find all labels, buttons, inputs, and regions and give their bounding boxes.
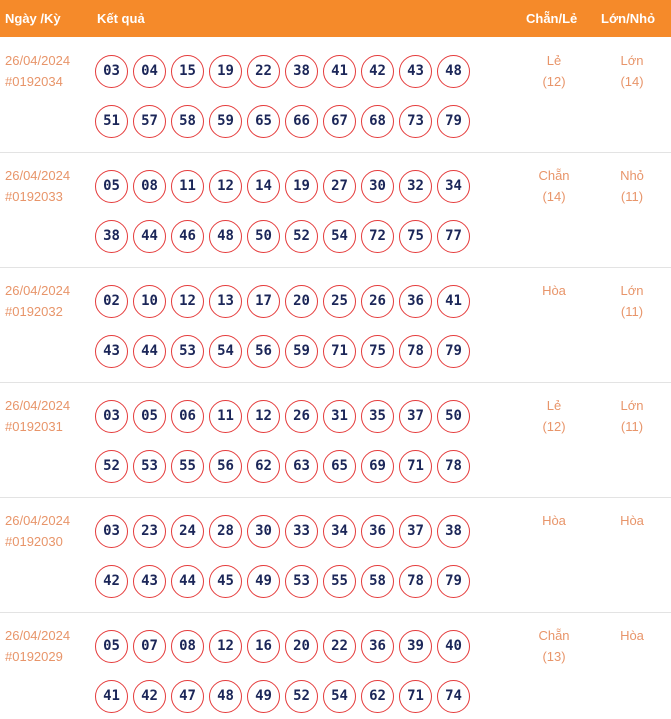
number-ball: 73 <box>399 105 432 138</box>
draw-date-cell <box>5 510 70 552</box>
number-ball: 65 <box>247 105 280 138</box>
number-ball: 08 <box>171 630 204 663</box>
lon-nho-cell-value: Nhỏ <box>620 168 644 183</box>
number-ball: 55 <box>171 450 204 483</box>
chan-le-cell <box>524 625 584 667</box>
draw-date: 26/04/2024 <box>5 168 71 183</box>
number-ball: 11 <box>209 400 242 433</box>
number-ball: 75 <box>399 220 432 253</box>
number-ball: 49 <box>247 680 280 713</box>
number-ball: 37 <box>399 400 432 433</box>
number-ball: 56 <box>247 335 280 368</box>
number-ball: 02 <box>95 285 128 318</box>
lon-nho-cell-value: Hòa <box>620 628 644 643</box>
chan-le-cell-value: Hòa <box>542 513 566 528</box>
number-ball: 25 <box>323 285 356 318</box>
lon-nho-cell-value: Lớn <box>620 53 644 68</box>
number-ball: 37 <box>399 515 432 548</box>
number-ball: 71 <box>399 680 432 713</box>
number-ball: 34 <box>323 515 356 548</box>
number-ball: 07 <box>133 630 166 663</box>
number-ball: 20 <box>285 630 318 663</box>
table-row <box>0 153 671 268</box>
number-ball: 26 <box>285 400 318 433</box>
table-row <box>0 498 671 613</box>
number-ball: 16 <box>247 630 280 663</box>
number-ball: 67 <box>323 105 356 138</box>
number-ball: 32 <box>399 170 432 203</box>
draw-date-cell <box>5 165 70 207</box>
number-ball: 15 <box>171 55 204 88</box>
chan-le-cell-count: (14) <box>542 189 566 204</box>
draw-date: 26/04/2024 <box>5 283 71 298</box>
number-ball: 78 <box>437 450 470 483</box>
number-ball: 63 <box>285 450 318 483</box>
header-date-ky: Ngày /Kỳ <box>5 11 61 26</box>
number-ball: 19 <box>285 170 318 203</box>
draw-date: 26/04/2024 <box>5 628 71 643</box>
number-ball: 78 <box>399 335 432 368</box>
number-ball: 05 <box>133 400 166 433</box>
header-lon-nho: Lớn/Nhỏ <box>601 11 656 26</box>
number-ball: 42 <box>95 565 128 598</box>
number-ball: 03 <box>95 55 128 88</box>
number-ball: 28 <box>209 515 242 548</box>
number-ball: 06 <box>171 400 204 433</box>
number-ball: 43 <box>399 55 432 88</box>
number-ball: 48 <box>437 55 470 88</box>
chan-le-cell-count: (12) <box>542 419 566 434</box>
result-numbers <box>95 621 495 719</box>
number-row <box>95 326 495 376</box>
chan-le-cell-value: Chẵn <box>538 628 570 643</box>
number-row <box>95 671 495 719</box>
draw-id: #0192034 <box>5 74 63 89</box>
number-ball: 59 <box>285 335 318 368</box>
number-row <box>95 96 495 146</box>
result-numbers <box>95 391 495 491</box>
chan-le-cell-value: Hòa <box>542 283 566 298</box>
number-ball: 26 <box>361 285 394 318</box>
number-ball: 40 <box>437 630 470 663</box>
number-ball: 44 <box>171 565 204 598</box>
draw-date: 26/04/2024 <box>5 513 71 528</box>
number-ball: 49 <box>247 565 280 598</box>
draw-id: #0192031 <box>5 419 63 434</box>
number-ball: 53 <box>285 565 318 598</box>
header-chan-le: Chẵn/Lẻ <box>526 11 578 26</box>
chan-le-cell-value: Chẵn <box>538 168 570 183</box>
number-ball: 35 <box>361 400 394 433</box>
chan-le-cell <box>524 50 584 92</box>
lon-nho-cell-count: (14) <box>620 74 644 89</box>
number-ball: 08 <box>133 170 166 203</box>
number-ball: 58 <box>171 105 204 138</box>
number-ball: 44 <box>133 335 166 368</box>
draw-date-cell <box>5 280 70 322</box>
number-ball: 17 <box>247 285 280 318</box>
number-ball: 41 <box>323 55 356 88</box>
number-ball: 62 <box>361 680 394 713</box>
number-ball: 59 <box>209 105 242 138</box>
number-ball: 30 <box>361 170 394 203</box>
number-ball: 22 <box>323 630 356 663</box>
number-ball: 52 <box>95 450 128 483</box>
number-ball: 79 <box>437 105 470 138</box>
table-row <box>0 38 671 153</box>
lon-nho-cell <box>602 50 662 92</box>
table-row <box>0 383 671 498</box>
result-numbers <box>95 506 495 606</box>
number-ball: 62 <box>247 450 280 483</box>
number-ball: 74 <box>437 680 470 713</box>
number-ball: 23 <box>133 515 166 548</box>
number-ball: 19 <box>209 55 242 88</box>
number-row <box>95 391 495 441</box>
number-ball: 12 <box>171 285 204 318</box>
table-row <box>0 613 671 719</box>
number-ball: 03 <box>95 515 128 548</box>
number-ball: 44 <box>133 220 166 253</box>
lon-nho-cell <box>602 510 662 531</box>
lon-nho-cell-value: Hòa <box>620 513 644 528</box>
number-ball: 31 <box>323 400 356 433</box>
number-row <box>95 506 495 556</box>
draw-date-cell <box>5 395 70 437</box>
header-ket-qua: Kết quả <box>97 11 145 26</box>
draw-date-cell <box>5 50 70 92</box>
lon-nho-cell-count: (11) <box>620 419 644 434</box>
number-ball: 45 <box>209 565 242 598</box>
results-table-header <box>0 0 671 37</box>
number-ball: 79 <box>437 565 470 598</box>
number-ball: 54 <box>209 335 242 368</box>
number-ball: 38 <box>95 220 128 253</box>
number-ball: 79 <box>437 335 470 368</box>
number-ball: 42 <box>133 680 166 713</box>
number-ball: 50 <box>437 400 470 433</box>
number-ball: 38 <box>437 515 470 548</box>
draw-id: #0192029 <box>5 649 63 664</box>
number-ball: 05 <box>95 170 128 203</box>
lon-nho-cell <box>602 280 662 322</box>
number-ball: 36 <box>361 630 394 663</box>
number-ball: 72 <box>361 220 394 253</box>
number-ball: 14 <box>247 170 280 203</box>
number-ball: 53 <box>171 335 204 368</box>
number-ball: 52 <box>285 680 318 713</box>
lon-nho-cell <box>602 625 662 646</box>
number-ball: 33 <box>285 515 318 548</box>
number-ball: 48 <box>209 220 242 253</box>
number-ball: 52 <box>285 220 318 253</box>
lon-nho-cell-value: Lớn <box>620 283 644 298</box>
number-row <box>95 556 495 606</box>
number-row <box>95 161 495 211</box>
number-ball: 36 <box>399 285 432 318</box>
number-ball: 47 <box>171 680 204 713</box>
draw-id: #0192030 <box>5 534 63 549</box>
lon-nho-cell-count: (11) <box>620 189 644 204</box>
number-ball: 27 <box>323 170 356 203</box>
chan-le-cell-count: (12) <box>542 74 566 89</box>
number-ball: 54 <box>323 680 356 713</box>
number-ball: 68 <box>361 105 394 138</box>
number-ball: 20 <box>285 285 318 318</box>
number-row <box>95 211 495 261</box>
number-ball: 05 <box>95 630 128 663</box>
number-ball: 43 <box>133 565 166 598</box>
lon-nho-cell <box>602 165 662 207</box>
number-ball: 55 <box>323 565 356 598</box>
number-ball: 34 <box>437 170 470 203</box>
number-ball: 36 <box>361 515 394 548</box>
draw-date: 26/04/2024 <box>5 53 71 68</box>
number-ball: 54 <box>323 220 356 253</box>
result-numbers <box>95 46 495 146</box>
lon-nho-cell-value: Lớn <box>620 398 644 413</box>
result-numbers <box>95 276 495 376</box>
number-ball: 12 <box>209 170 242 203</box>
number-ball: 10 <box>133 285 166 318</box>
chan-le-cell-value: Lẻ <box>546 398 562 413</box>
number-ball: 13 <box>209 285 242 318</box>
lon-nho-cell <box>602 395 662 437</box>
chan-le-cell-value: Lẻ <box>546 53 562 68</box>
number-ball: 65 <box>323 450 356 483</box>
number-ball: 56 <box>209 450 242 483</box>
number-row <box>95 276 495 326</box>
number-ball: 04 <box>133 55 166 88</box>
number-ball: 38 <box>285 55 318 88</box>
draw-id: #0192032 <box>5 304 63 319</box>
number-ball: 57 <box>133 105 166 138</box>
chan-le-cell-count: (13) <box>542 649 566 664</box>
number-ball: 46 <box>171 220 204 253</box>
result-numbers <box>95 161 495 261</box>
number-ball: 12 <box>247 400 280 433</box>
number-ball: 66 <box>285 105 318 138</box>
number-ball: 24 <box>171 515 204 548</box>
draw-date: 26/04/2024 <box>5 398 71 413</box>
number-ball: 42 <box>361 55 394 88</box>
number-ball: 22 <box>247 55 280 88</box>
number-ball: 41 <box>437 285 470 318</box>
number-row <box>95 621 495 671</box>
number-ball: 51 <box>95 105 128 138</box>
number-ball: 71 <box>399 450 432 483</box>
number-ball: 77 <box>437 220 470 253</box>
number-ball: 12 <box>209 630 242 663</box>
number-ball: 39 <box>399 630 432 663</box>
chan-le-cell <box>524 510 584 531</box>
number-ball: 71 <box>323 335 356 368</box>
number-ball: 50 <box>247 220 280 253</box>
number-row <box>95 441 495 491</box>
number-row <box>95 46 495 96</box>
number-ball: 75 <box>361 335 394 368</box>
table-row <box>0 268 671 383</box>
chan-le-cell <box>524 280 584 301</box>
number-ball: 41 <box>95 680 128 713</box>
number-ball: 03 <box>95 400 128 433</box>
number-ball: 11 <box>171 170 204 203</box>
lon-nho-cell-count: (11) <box>620 304 644 319</box>
number-ball: 48 <box>209 680 242 713</box>
chan-le-cell <box>524 165 584 207</box>
number-ball: 58 <box>361 565 394 598</box>
chan-le-cell <box>524 395 584 437</box>
number-ball: 78 <box>399 565 432 598</box>
number-ball: 43 <box>95 335 128 368</box>
number-ball: 69 <box>361 450 394 483</box>
draw-id: #0192033 <box>5 189 63 204</box>
draw-date-cell <box>5 625 70 667</box>
number-ball: 30 <box>247 515 280 548</box>
number-ball: 53 <box>133 450 166 483</box>
